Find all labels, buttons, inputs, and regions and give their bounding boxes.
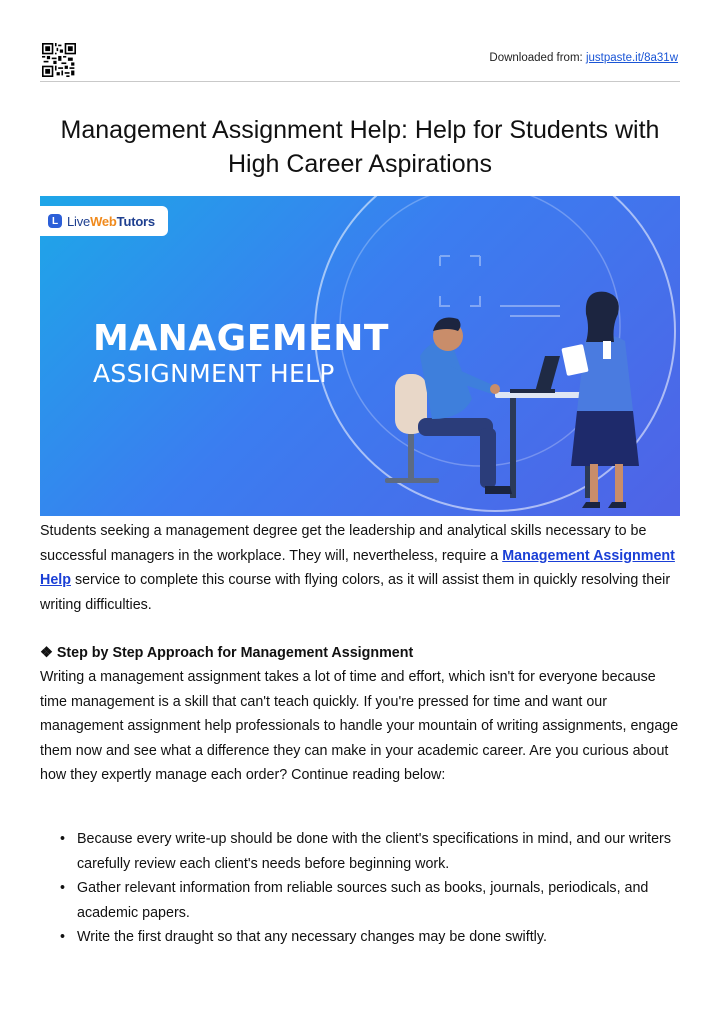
download-source: [489, 52, 678, 64]
section-paragraph: Writing a management assignment takes a lot of time and effort, which isn't for everyone because time management is a skill that can't teach quickly. If you're pressed for time and want our management assignment help professionals to handle your mountain of writing assignments, engage them now and see what a difference they can make in your academic career. Are you curious about how they expertly manage each order? Continue reading below:: [40, 669, 679, 783]
logo-mark-icon: L: [48, 214, 62, 228]
header-divider: [40, 81, 680, 82]
list-item-text: Because every write-up should be done with the client's specifications in mind, and our writers carefully review each client's needs before beginning work.: [77, 831, 671, 872]
list-item-text: Write the first draught so that any necessary changes may be done swiftly.: [77, 929, 547, 945]
page-title: Management Assignment Help: Help for Students with High Career Aspirations: [60, 116, 660, 178]
bullet-dot-icon: •: [60, 880, 66, 896]
logo-part-live: Live: [67, 213, 91, 229]
section-heading: [40, 641, 413, 665]
download-label: Downloaded from:: [489, 52, 583, 64]
bullet-dot-icon: •: [60, 831, 66, 847]
qr-code-icon: [42, 43, 76, 77]
intro-text-before: Students seeking a management degree get the leadership and analytical skills necessary to be successful managers in the workplace. They will, nevertheless, require a: [40, 523, 647, 564]
list-item: [60, 925, 680, 950]
diamond-bullet-icon: ❖: [40, 645, 53, 661]
hero-banner: [40, 196, 680, 516]
hero-subheadline: ASSIGNMENT HELP: [93, 359, 335, 388]
logo-part-web: Web: [90, 213, 117, 229]
list-item: [60, 827, 680, 876]
logo-part-tutors: Tutors: [116, 213, 155, 229]
bullet-dot-icon: •: [60, 929, 66, 945]
intro-paragraph: [40, 519, 685, 617]
section-heading-text: Step by Step Approach for Management Assignment: [56, 645, 414, 661]
list-item-text: Gather relevant information from reliable sources such as books, journals, periodicals, and academic papers.: [77, 880, 649, 921]
management-assignment-help-link[interactable]: Management Assignment Help: [40, 547, 675, 588]
list-item: [60, 876, 680, 925]
intro-text-after: service to complete this course with flying colors, as it will assist them in quickly resolving their writing difficulties.: [40, 572, 671, 613]
steps-list: [60, 827, 680, 950]
hero-headline: MANAGEMENT: [93, 318, 389, 359]
brand-logo: [40, 206, 168, 236]
logo-text: [67, 214, 155, 229]
download-link[interactable]: justpaste.it/8a31w: [585, 52, 678, 64]
